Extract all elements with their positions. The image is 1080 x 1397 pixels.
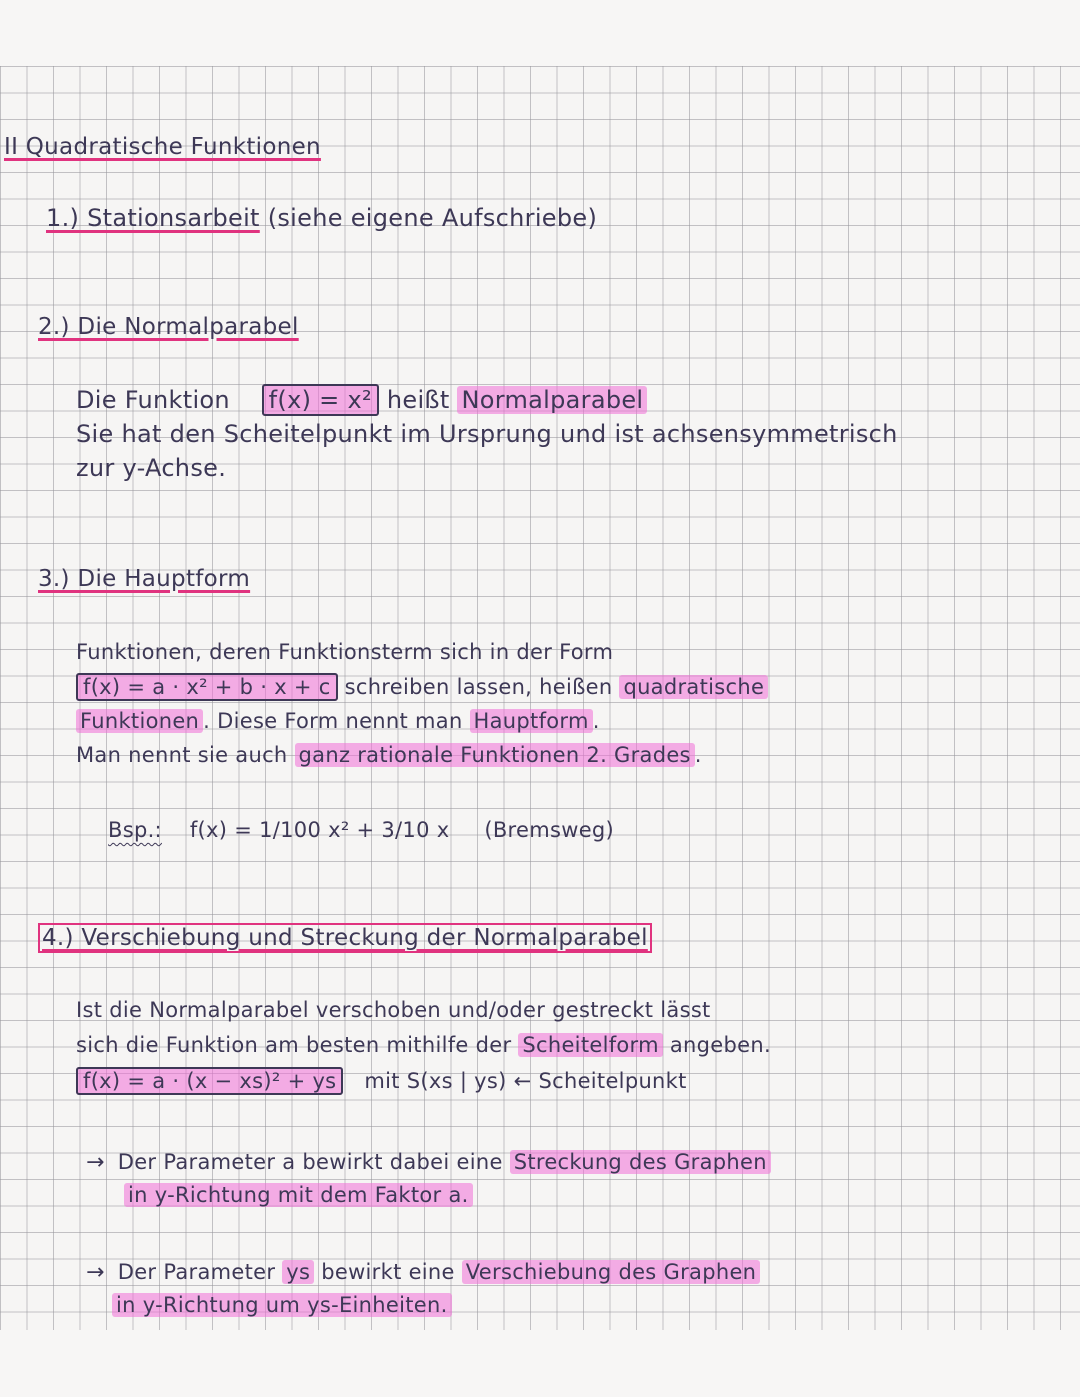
ganz-rationale-term: ganz rationale Funktionen 2. Grades (295, 743, 695, 767)
hauptform-formula: f(x) = a · x² + b · x + c (76, 673, 338, 701)
section-4-line-1: Ist die Normalparabel verschoben und/oder gestreckt lässt (76, 998, 711, 1022)
section-4-heading: 4.) Verschiebung und Streckung der Normalparabel (38, 923, 652, 953)
section-1 (46, 203, 597, 233)
parameter-ys-line-2: in y-Richtung um ys-Einheiten. (112, 1290, 452, 1320)
scheitelform-formula: f(x) = a · (x − xs)² + ys (76, 1067, 343, 1095)
example-formula: f(x) = 1/100 x² + 3/10 x (189, 818, 450, 842)
arrow-right-icon: → (86, 1260, 105, 1285)
section-4-line-3: f(x) = a · (x − xs)² + ys mit S(xs | ys) ← Scheitelpunkt (76, 1066, 687, 1096)
page-title: II Quadratische Funktionen (4, 134, 321, 160)
section-3-line-1: Funktionen, deren Funktionsterm sich in der Form (76, 640, 614, 664)
top-margin (0, 0, 1080, 66)
section-2-line-3: zur y-Achse. (76, 454, 227, 482)
bottom-margin (0, 1330, 1080, 1397)
section-3-heading: 3.) Die Hauptform (38, 566, 251, 592)
section-2-heading: 2.) Die Normalparabel (38, 314, 299, 340)
normalparabel-formula: f(x) = x² (262, 384, 379, 416)
section-1-heading: 1.) Stationsarbeit (46, 204, 260, 232)
section-4-line-2: sich die Funktion am besten mithilfe der Scheitelform angeben. (76, 1033, 771, 1057)
section-3-line-4: Man nennt sie auch ganz rationale Funktionen 2. Grades . (76, 743, 702, 767)
section-2-line-1: Die Funktion f(x) = x² heißt Normalparabel (76, 385, 647, 415)
section-3-line-2: f(x) = a · x² + b · x + c schreiben lassen, heißen quadratische (76, 672, 768, 702)
example-note: (Bremsweg) (484, 818, 615, 842)
parameter-a-line-2: in y-Richtung mit dem Faktor a. (124, 1180, 473, 1210)
normalparabel-term: Normalparabel (457, 386, 647, 414)
parameter-ys-line-1: → Der Parameter ys bewirkt eine Verschiebung des Graphen (86, 1257, 760, 1288)
parameter-a-line-1: → Der Parameter a bewirkt dabei eine Streckung des Graphen (86, 1147, 771, 1178)
section-1-note: (siehe eigene Aufschriebe) (267, 204, 598, 232)
section-3-line-3: Funktionen . Diese Form nennt man Hauptform . (76, 706, 600, 736)
section-2-line-2: Sie hat den Scheitelpunkt im Ursprung und ist achsensymmetrisch (76, 420, 898, 448)
example-label: Bsp.: (108, 818, 162, 842)
example-line (108, 815, 614, 845)
arrow-right-icon: → (86, 1150, 105, 1175)
scheitelform-term: Scheitelform (518, 1033, 663, 1057)
